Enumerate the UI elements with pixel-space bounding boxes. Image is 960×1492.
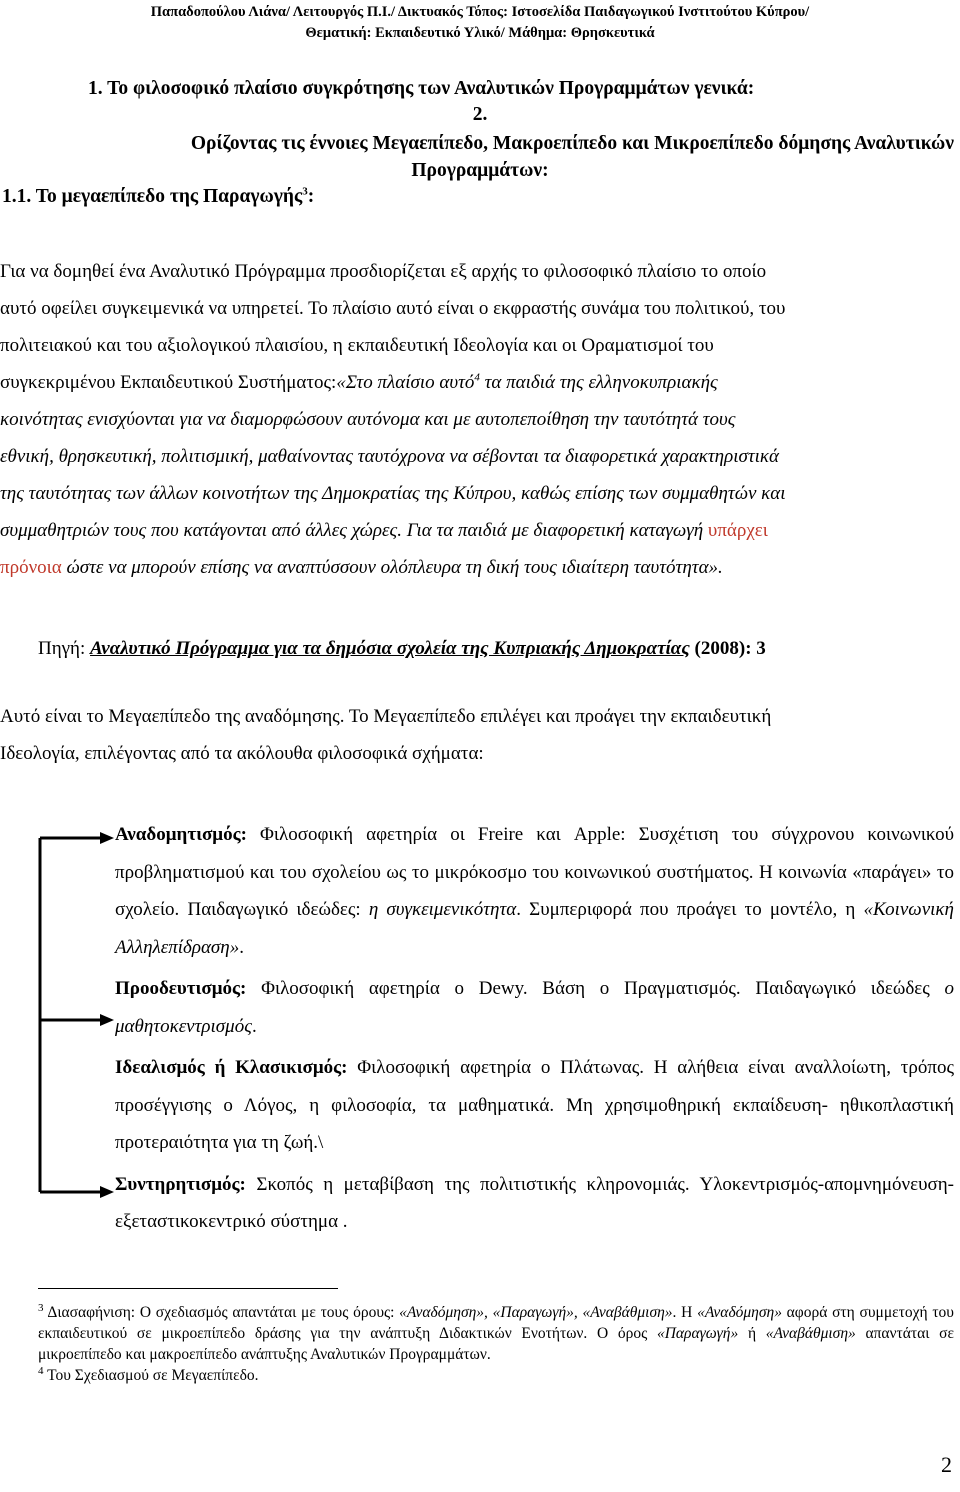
footnote-ref-3[interactable]: 3 (302, 185, 308, 198)
para1-line: Για να δομηθεί ένα Αναλυτικό Πρόγραμμα προσδιορίζεται εξ αρχής το φιλοσοφικό πλαίσιο το οποίο (0, 261, 767, 282)
footnote-text: απαντάται σε μικροεπίπεδο και μακροεπίπεδο ανάπτυξης Αναλυτικών Προγραμμάτων. (38, 1325, 954, 1363)
list-italic: η συγκειμενικότητα (368, 899, 517, 920)
running-header (0, 2, 960, 44)
list-italic: ο μαθητοκεντρισμός (115, 978, 954, 1037)
para1-quote-line: κοινότητας ενισχύονται για να διαμορφώσουν αυτόνομα και με αυτοπεποίθηση την ταυτότητά τους (0, 409, 736, 430)
footnote-separator (38, 1288, 338, 1289)
footnote-text: Διασαφήνιση: Ο σχεδιασμός απαντάται με τους όρους: (47, 1304, 400, 1321)
mega-level-paragraph (0, 698, 954, 772)
list-text: . Συμπεριφορά που προάγει το μοντέλο, η (516, 899, 864, 920)
footnote-italic: «Αναδόμηση», «Παραγωγή», «Αναβάθμιση» (399, 1304, 673, 1321)
footnote-italic: «Αναβάθμιση» (765, 1325, 856, 1342)
para1-text: συγκεκριμένου Εκπαιδευτικού Συστήματος: (0, 372, 337, 393)
source-citation (38, 634, 766, 664)
list-item (115, 970, 954, 1045)
arrow-icon (100, 832, 114, 844)
highlighted-text: υπάρχει (707, 520, 768, 541)
list-term: Συντηρητισμός: (115, 1173, 246, 1195)
para1-line (0, 364, 954, 401)
list-text: Φιλοσοφική αφετηρία οι Freire και Apple: Συσχέτιση του σύγχρονου κοινωνικού προβληματισμού και του σχολείου ως το μικρόκοσμο του κοινωνικού συστήματος. Η κοινωνία «παράγει» το σχολείο. Παιδαγωγικό ιδεώδες: (115, 824, 954, 920)
heading-1-1-text: 1.1. Το μεγαεπίπεδο της Παραγωγής (2, 186, 303, 207)
footnotes (38, 1302, 954, 1386)
quote-text: ώστε να μπορούν επίσης να αναπτύσσουν ολόπλευρα τη δική τους ιδιαίτερη ταυτότητα». (66, 557, 723, 578)
footnote-number: 4 (38, 1364, 44, 1377)
highlighted-text: πρόνοια (0, 557, 62, 578)
quote-start: «Στο πλαίσιο αυτό (336, 372, 475, 393)
intro-paragraph (0, 253, 954, 586)
para2-line: Αυτό είναι το Μεγαεπίπεδο της αναδόμησης. Το Μεγαεπίπεδο επιλέγει και προάγει την εκπαιδευτική (0, 706, 772, 727)
list-item (115, 816, 954, 966)
footnote-4 (38, 1365, 954, 1386)
heading-2-line-2: Προγραμμάτων: (411, 160, 549, 181)
footnote-text: ή (738, 1325, 766, 1342)
para1-quote-line: εθνική, θρησκευτική, πολιτισμική, μαθαίνοντας ταυτόχρονα να σέβονται τα διαφορετικά χαρακτηριστικά (0, 446, 780, 467)
footnote-3 (38, 1302, 954, 1365)
source-label: Πηγή: (38, 638, 86, 659)
list-text: Φιλοσοφική αφετηρία ο Dewy. Βάση ο Πραγματισμός. Παιδαγωγικό ιδεώδες (246, 978, 945, 999)
source-year: (2008): 3 (694, 638, 766, 659)
heading-1-1 (2, 184, 314, 210)
bracket-connector (30, 830, 116, 1200)
list-end: . (239, 936, 244, 958)
footnote-text: Του Σχεδιασμού σε Μεγαεπίπεδο. (43, 1367, 259, 1384)
header-line-1: Παπαδοπούλου Λιάνα/ Λειτουργός Π.Ι./ Δικτυακός Τόπος: Ιστοσελίδα Παιδαγωγικού Ινστιτούτου Κύπρου/ (150, 4, 810, 20)
list-term: Ιδεαλισμός ή Κλασικισμός: (115, 1057, 348, 1078)
para1-quote-line (0, 512, 954, 549)
list-item (115, 1166, 954, 1241)
heading-1: 1. Το φιλοσοφικό πλαίσιο συγκρότησης των Αναλυτικών Προγραμμάτων γενικά: (88, 78, 755, 99)
para1-line: πολιτειακού και του αξιολογικού πλαισίου, η εκπαιδευτική Ιδεολογία και οι Οραματισμοί του (0, 335, 714, 356)
heading-2-line-1: Ορίζοντας τις έννοιες Μεγαεπίπεδο, Μακροεπίπεδο και Μικροεπίπεδο δόμησης Αναλυτικών (190, 133, 954, 154)
list-end: . (251, 1015, 257, 1037)
header-line-2: Θεματική: Εκπαιδευτικό Υλικό/ Μάθημα: Θρησκευτικά (305, 25, 655, 41)
arrow-icon (100, 1186, 114, 1198)
para1-quote-line: της ταυτότητας των άλλων κοινοτήτων της Δημοκρατίας της Κύπρου, καθώς επίσης των συμμαθητών και (0, 483, 786, 504)
heading-2-number: 2. (472, 104, 488, 125)
list-text: Σκοπός η μεταβίβαση της πολιτιστικής κληρονομιάς. Υλοκεντρισμός-απομνημόνευση- εξεταστικοκεντρικό σύστημα . (115, 1173, 954, 1232)
list-term: Αναδομητισμός: (115, 824, 247, 845)
para2-line: Ιδεολογία, επιλέγοντας από τα ακόλουθα φιλοσοφικά σχήματα: (0, 743, 484, 764)
footnote-number: 3 (38, 1301, 44, 1314)
list-text: Φιλοσοφική αφετηρία ο Πλάτωνας. Η αλήθεια είναι αναλλοίωτη, τρόπος προσέγγισης ο Λόγος, η φιλοσοφία, τα μαθηματικά. Μη χρησιμοθηρική εκπαίδευση- ηθικοπλαστική προτεραιότητα για τη ζωή.\ (115, 1057, 954, 1153)
list-term: Προοδευτισμός: (115, 978, 247, 999)
footnote-ref-4[interactable]: 4 (474, 371, 480, 384)
list-italic: «Κοινωνική Αλληλεπίδραση» (115, 899, 954, 958)
quote-text: τα παιδιά της ελληνοκυπριακής (484, 372, 718, 393)
list-item (115, 1049, 954, 1162)
page-number: 2 (941, 1452, 952, 1477)
philosophy-list (115, 816, 954, 1245)
quote-text: συμμαθητριών τους που κατάγονται από άλλες χώρες. Για τα παιδιά με διαφορετική καταγωγή (0, 520, 704, 541)
footnote-text: αφορά στη συμμετοχή του εκπαιδευτικού σε μικροεπίπεδο δράσης για την ανάπτυξη Διδακτικών Ενοτήτων. Ο όρος (38, 1304, 954, 1342)
footnote-text: . Η (672, 1304, 698, 1321)
para1-quote-line (0, 549, 954, 586)
heading-1-1-colon: : (307, 186, 315, 207)
source-title: Αναλυτικό Πρόγραμμα για τα δημόσια σχολεία της Κυπριακής Δημοκρατίας (90, 638, 690, 659)
footnote-italic: «Παραγωγή» (656, 1325, 739, 1342)
arrow-icon (100, 1014, 114, 1026)
footnote-italic: «Αναδόμηση» (697, 1304, 782, 1321)
para1-line: αυτό οφείλει συγκειμενικά να υπηρετεί. Το πλαίσιο αυτό είναι ο εκφραστής συνάμα του πολιτικού, του (0, 298, 786, 319)
